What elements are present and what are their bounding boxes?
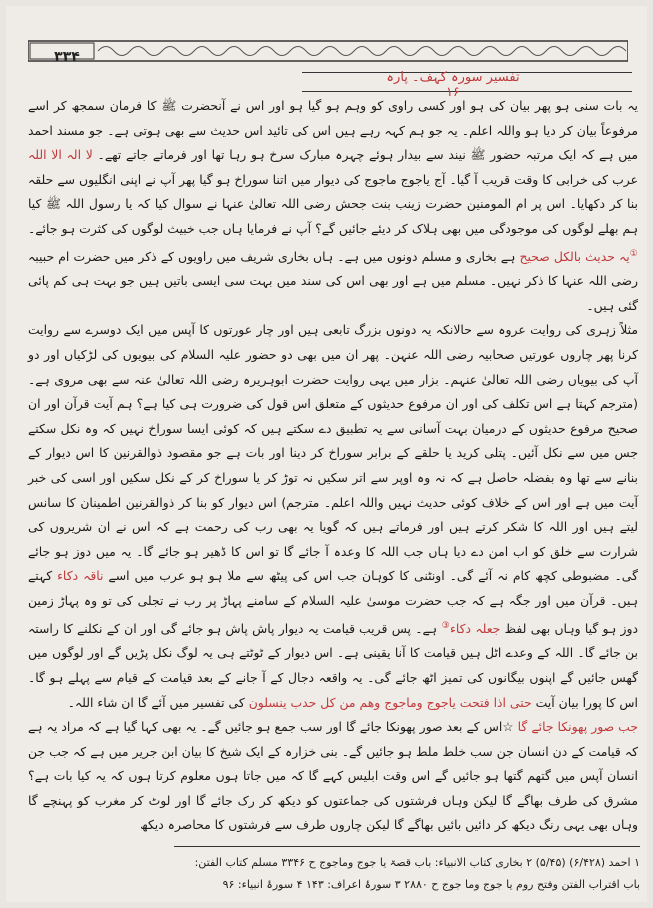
text-line: مثلاً زہری کی روایت عروہ سے حالانکہ یہ دونوں بزرگ تابعی ہیں اور چار عورتوں کا آپس میں ایک دوسرے سے روایت کرنا پھر: [28, 322, 638, 363]
paragraph-3: [28, 715, 638, 838]
text-line: نے اپنی انگلیوں سے حلقہ بنا کر دکھایا۔ اس پر ام المومنین حضرت زینب بنت جحش رضی اللہ تعالیٰ عنہا نے سوال کیا کہ یا رسول اللہ ﷺ کیا ہم: [28, 171, 638, 236]
highlight-naqa-dakka: ناقہ دکاء: [57, 568, 104, 584]
footnote-line: ۱ احمد (۶/۴۲۸) (۵/۴۵) ۲ بخاری کتاب الانبیاء: باب قصۃ یا جوج وماجوج ح ۳۳۴۶ مسلم کتاب الفتن:: [194, 856, 640, 869]
quran-verse: حتی اذا فتحت یاجوج وماجوج وھم من کل حدب: [290, 694, 532, 710]
quran-verse-end: ینسلون: [248, 694, 287, 710]
paragraph-2: [28, 318, 638, 715]
text-line: ہے بخاری و مسلم دونوں میں ہے۔ ہاں بخاری شریف میں راویوں کے ذکر میں حضرت ام حبیبہ رضی اللہ عنہا کا ذکر نہیں۔ مسلم میں ہے اور بھی: [28, 248, 638, 289]
text-line: بفضلہ حاصل ہے کہ نہ وہ اوپر سے اتر سکیں نہ توڑ کر یا سوراخ کر کے نکل سکیں اور اسی کی خبر آیت میں ہے اور اس کے خلاف کوئی حدیث نہیں: [28, 470, 638, 510]
text-line: اس کی سند میں بہت سی ایسی باتیں ہیں جو بہت ہی کم پائی گئی ہیں۔: [28, 273, 638, 313]
text-line: کی تفسیر میں آئے گا ان شاء اللہ۔: [67, 694, 249, 710]
text-line: بعد قیامت کے قیام سے پہلے ہو گا۔ اس کا پورا بیان آیت: [28, 669, 638, 710]
text-line: دیکھ کر رک جائے گا اور لوٹ کر مغرب کو پہنچے گا وہاں بھی یہی رنگ دیکھ کر دائیں بائیں بھاگے گا لیکن چاروں طرف سے فرشتوں کا محاصرہ دیکھ: [28, 792, 638, 833]
text-line: گے اس وقت ابلیس کہے گا کہ میں جاتا ہوں معلوم کرتا ہوں کہ یہ کیا بات ہے؟ مشرق کی طرف بھاگے گا لیکن وہاں فرشتوں کی جماعتوں کو: [28, 768, 638, 808]
header-ornament: [28, 38, 628, 64]
text-line: جگہ ہے کہ جب حضرت موسیٰ علیہ السلام کے سامنے پہاڑ پر رب نے تجلی کی تو وہ پہاڑ زمین دوز ہو گیا وہاں بھی لفظ: [28, 593, 638, 636]
highlight-kalima: لا الہ الا اللہ: [28, 147, 93, 163]
footnotes: [28, 852, 640, 896]
text-line: ہے۔ پس: [391, 620, 442, 636]
text-line: بھلے لوگوں کی موجودگی میں بھی ہلاک کر دیئے جائیں گے؟ آپ نے فرمایا ہاں جب خبیث لوگوں کی کثرت ہو جائے۔: [28, 220, 619, 236]
highlight-jaalahu-dakka: جعلہ دکاء: [450, 620, 501, 636]
text-line: ہو رہا تھا اور فرماتے جاتے تھے۔: [92, 147, 265, 163]
text-line: ☆اس کے بعد صور پھونکا جائے گا اور سب جمع ہو جائیں گے۔ یہ بھی کہا گیا ہے کہ مراد یہ ہے کہ قیامت کے: [28, 719, 638, 759]
running-title: تفسیر سورہ کہف۔ پارہ ۱۶: [386, 70, 520, 100]
text-line: جائے گی۔ مضبوطی کچھ کام نہ آئے گی۔ اونٹنی کا کوہان جب اس کی پیٹھ سے ملا ہو ہو عرب میں اسے: [28, 543, 638, 584]
text-line: چاروں عورتیں صحابیہ رضی اللہ عنہن۔ پھر ان میں بھی دو حضور علیہ السلام کی بیویوں کی لڑکیاں اور دو آپ کی بیویاں رضی اللہ تعالیٰ عنہم۔ بزار میں یہی: [28, 347, 638, 387]
footnote-marker: ③: [441, 620, 451, 631]
text-line: عرب کی خرابی کا وقت قریب آ گیا۔ آج یاجوج ماجوج کی دیوار میں اتنا سوراخ ہو گیا پھر آپ: [159, 171, 638, 187]
page-number: ۳۳۴: [54, 49, 80, 65]
text-line: واللہ اعلم۔ مترجم) اس دیوار کو بنا کر ذوالقرنین اطمینان کا سانس لیتے ہیں اور اللہ کا شکر کرتے ہیں اور فرماتے ہیں کہ گویا یہ بھی رب کی رحمت: [28, 494, 638, 535]
text-line: یہ بات سنی ہو پھر بیان کی ہو اور کسی راوی کو وہم ہو گیا ہو اور اس نے آنحضرت ﷺ کا فرمان سمجھ کر اسے مرفوعاً بیان کر دیا ہو واللہ اعلم۔ یہ جو ہم: [28, 98, 638, 138]
text-line: کہتے ہیں۔ قرآن میں اور: [28, 568, 638, 608]
text-line: ہے کہ اس نے ان شریروں کی شرارت سے خلق کو اب امن دے دیا ہاں جب اللہ کا وعدہ آ جائے گا تو اس کا ڈھیر ہو جائے گا۔ یہ میں دوز ہو: [28, 519, 638, 559]
text-line: دن انسان جن سب خلط ملط ہو جائیں گے۔ بنی خزارہ کے ایک شیخ کا بیان ابن جریر میں ہے کہ جب جن انسان آپس میں گتھم گتھا ہو جائیں: [28, 743, 638, 784]
footnote-line: باب اقتراب الفتن وفتح روم یا جوج وما جوج ح ۲۸۸۰ ۳ سورۂ اعراف: ۱۴۳ ۴ سورۂ انبیاء: ۹۶: [222, 878, 640, 891]
paragraph-1: [28, 94, 638, 318]
page: [6, 6, 647, 902]
text-line: روایت حضرت ابوہریرہ رضی اللہ تعالیٰ عنہ سے بھی مروی ہے۔ (مترجم کہتا ہے اس تکلف کی اور ان مرفوع حدیثوں کے متعلق اس قول کی: [28, 371, 638, 412]
text-line: ضرورت ہی کیا ہے؟ ہم آیت قرآن اور ان صحیح مرفوع حدیثوں کے درمیان بہت آسانی سے یہ تطبیق دے سکتے ہیں کہ کوئی ایسا سوراخ نہیں کہ وہ نکل: [28, 396, 638, 436]
footnote-marker: ①: [629, 248, 638, 259]
text-line: کہہ رہے ہیں اس کی تائید اس حدیث سے بھی ہوتی ہے۔ جو مسند احمد میں ہے کہ ایک مرتبہ حضور ﷺ نیند سے بیدار ہوئے چہرہ مبارک سرخ: [28, 122, 638, 163]
body-text: [28, 94, 638, 838]
text-line: دیوار کے ٹوٹتے ہی یہ لوگ نکل پڑیں گے اور لوگوں میں گھس جائیں گے اپنوں بیگانوں کی تمیز اٹھ جائے گی۔ یہ واقعہ دجال کے آ جانے کے: [28, 645, 638, 685]
highlight-hadith-sahih: یہ حدیث بالکل صحیح: [519, 248, 630, 264]
text-line: قریب قیامت یہ دیوار پاش پاش ہو جائے گی اور ان کے نکلنے کا راستہ بن جائے گا۔ اللہ کے وعدے اٹل ہیں قیامت کا آنا یقینی ہے۔ اس: [28, 620, 638, 661]
text-line: سکتے جس میں سے نکل آئیں۔ پتلی کرید یا حلقے کے برابر سوراخ کر دینا اور بات ہے جو مقصود ذوالقرنین کا اس دیوار کے بنانے سے تھا وہ: [28, 420, 638, 486]
footnote-divider: [174, 846, 640, 847]
section-heading: جب صور پھونکا جائے گا: [517, 719, 638, 735]
